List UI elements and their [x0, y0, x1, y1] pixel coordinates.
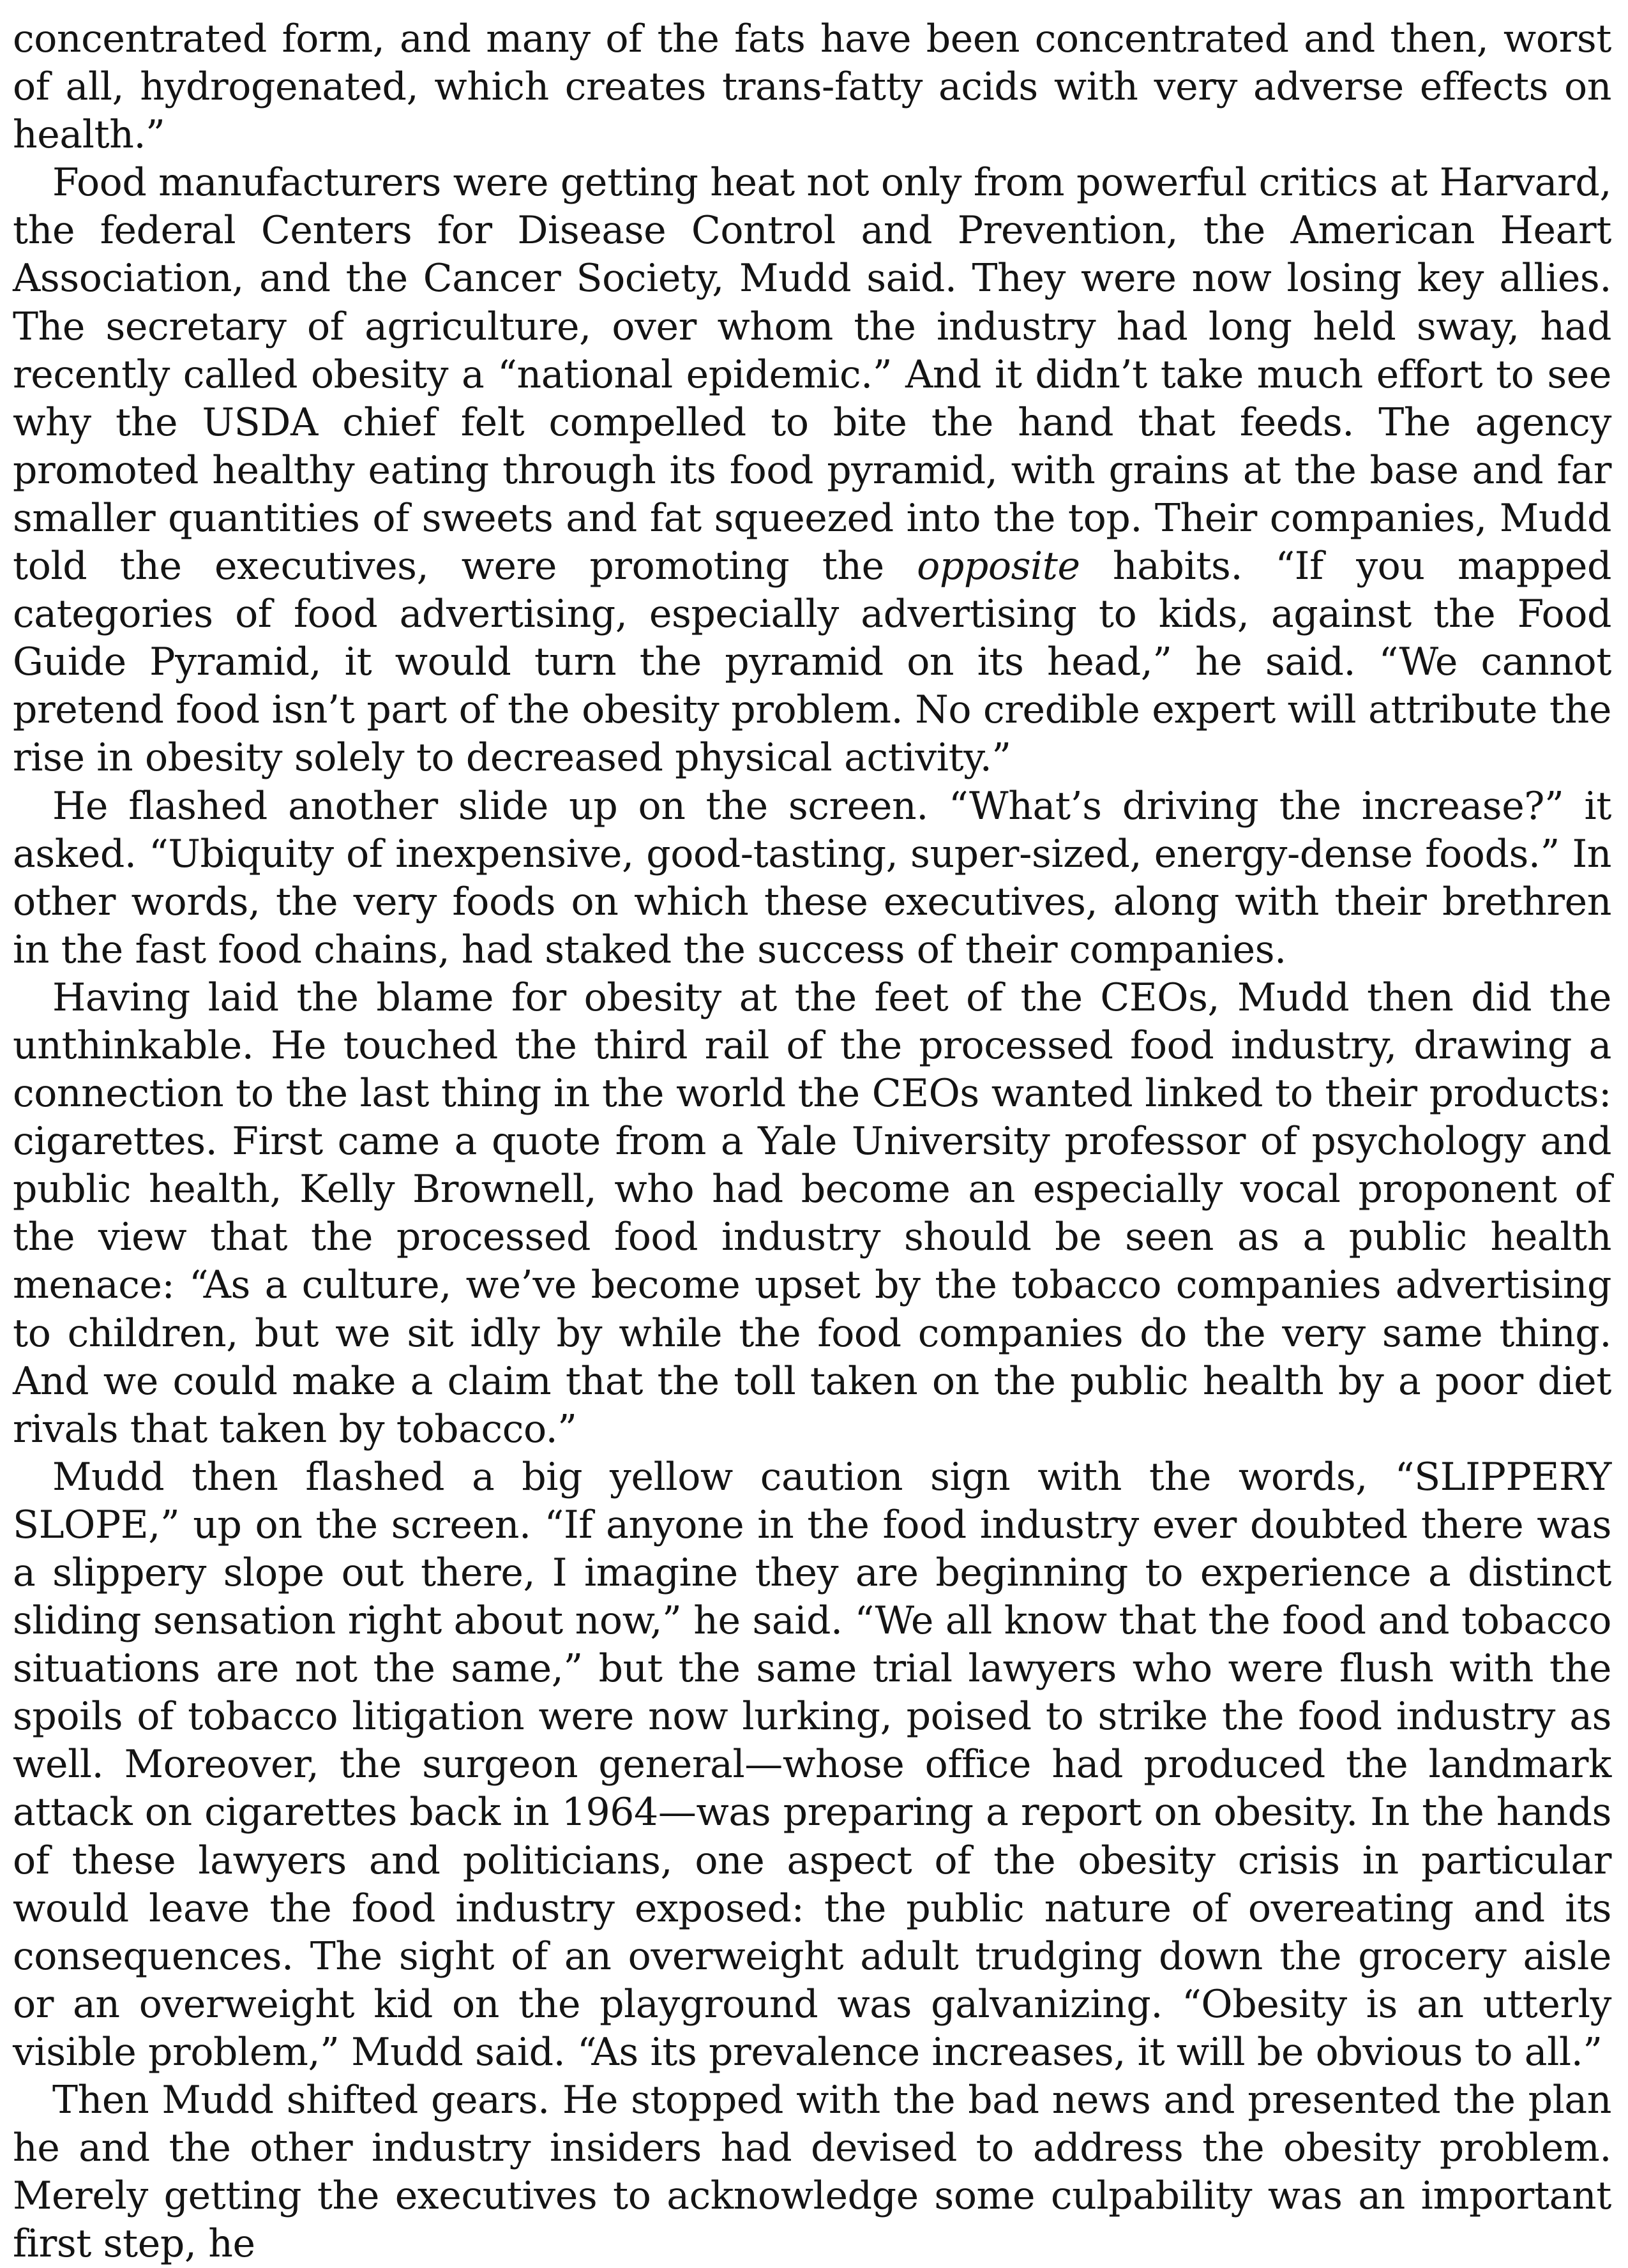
- paragraph-text: Having laid the blame for obesity at the feet of the CEOs, Mudd then did the unthinkable. He touched the third rail of the processed food industry, drawing a connection to the last thing in the world the CEOs wanted linked to their products: cigarettes. First came a quote from a Yale University professor of psychology and public health, Kelly Brownell, who had become an especially vocal proponent of the view that the processed food industry should be seen as a public health menace: “As a culture, we’ve become upset by the tobacco companies advertising to children, but we sit idly by while the food companies do the very same thing. And we could make a claim that the toll taken on the public health by a poor diet rivals that taken by tobacco.”: [13, 975, 1611, 1452]
- paragraph-4: [13, 974, 1611, 1453]
- book-page: [13, 15, 1611, 2267]
- emphasized-word: opposite: [917, 544, 1080, 589]
- paragraph-text: Mudd then flashed a big yellow caution sign with the words, “SLIPPERY SLOPE,” up on the screen. “If anyone in the food industry ever doubted there was a slippery slope out there, I imagine they are beginning to experience a distinct sliding sensation right about now,” he said. “We all know that the food and tobacco situations are not the same,” but the same trial lawyers who were flush with the spoils of tobacco litigation were now lurking, poised to strike the food industry as well. Moreover, the surgeon general—whose office had produced the landmark attack on cigarettes back in 1964—was preparing a report on obesity. In the hands of these lawyers and politicians, one aspect of the obesity crisis in particular would leave the food industry exposed: the public nature of overeating and its consequences. The sight of an overweight adult trudging down the grocery aisle or an overweight kid on the playground was galvanizing. “Obesity is an utterly visible problem,” Mudd said. “As its prevalence increases, it will be obvious to all.”: [13, 1454, 1611, 2075]
- paragraph-text: He flashed another slide up on the screen. “What’s driving the increase?” it asked. “Ubiquity of inexpensive, good-tasting, super-sized, energy-dense foods.” In other words, the very foods on which these executives, along with their brethren in the fast food chains, had staked the success of their companies.: [13, 783, 1611, 972]
- paragraph-3: [13, 783, 1611, 974]
- paragraph-text: Food manufacturers were getting heat not only from powerful critics at Harvard, the federal Centers for Disease Control and Prevention, the American Heart Association, and the Cancer Society, Mudd said. They were now losing key allies. The secretary of agriculture, over whom the industry had long held sway, had recently called obesity a “national epidemic.” And it didn’t take much effort to see why the USDA chief felt compelled to bite the hand that feeds. The agency promoted healthy eating through its food pyramid, with grains at the base and far smaller quantities of sweets and fat squeezed into the top. Their companies, Mudd told the executives, were promoting the: [13, 160, 1611, 589]
- paragraph-6: [13, 2076, 1611, 2268]
- paragraph-text: concentrated form, and many of the fats have been concentrated and then, worst of all, hydrogenated, which creates trans-fatty acids with very adverse effects on health.”: [13, 17, 1611, 158]
- paragraph-1: [13, 15, 1611, 159]
- paragraph-2: [13, 159, 1611, 782]
- paragraph-text: Then Mudd shifted gears. He stopped with the bad news and presented the plan he and the other industry insiders had devised to address the obesity problem. Merely getting the executives to acknowledge some culpability was an important first step, he: [13, 2078, 1611, 2267]
- paragraph-text: habits. “If you mapped categories of food advertising, especially advertising to kids, against the Food Guide Pyramid, it would turn the pyramid on its head,” he said. “We cannot pretend food isn’t part of the obesity problem. No credible expert will attribute the rise in obesity solely to decreased physical activity.”: [13, 544, 1611, 781]
- paragraph-5: [13, 1453, 1611, 2076]
